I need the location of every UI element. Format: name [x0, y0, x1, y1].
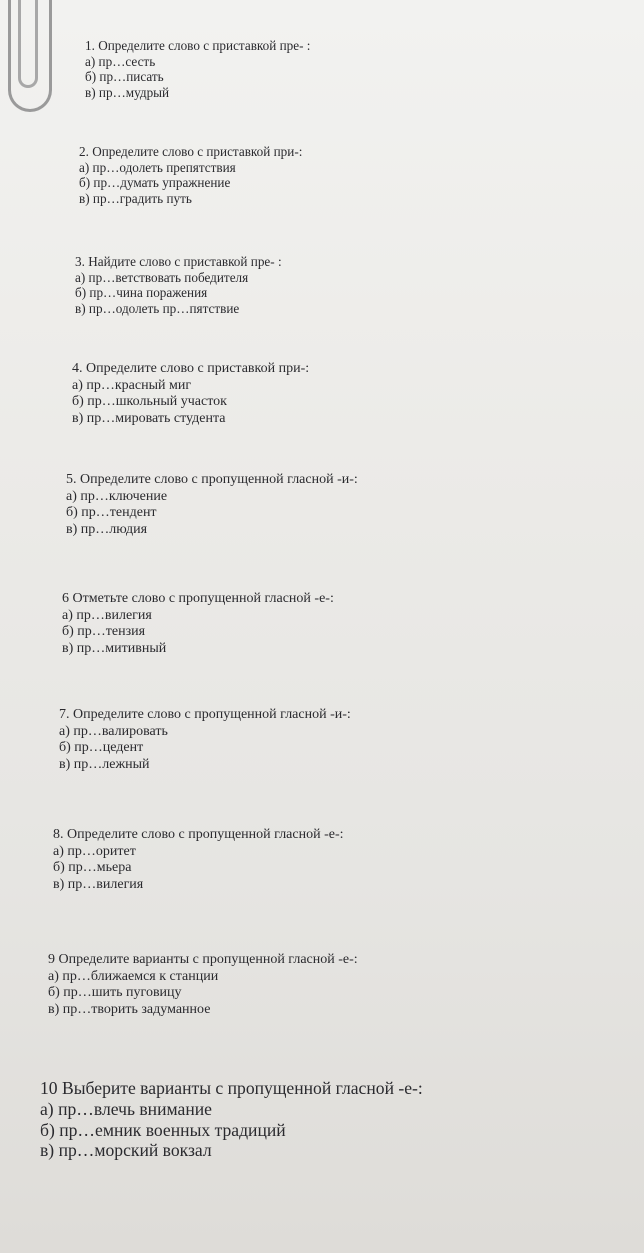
- question-3: [75, 254, 282, 316]
- option-b: б) пр…тензия: [62, 624, 146, 640]
- question-9: [48, 952, 358, 1018]
- question-7: [59, 707, 351, 773]
- option-c: в) пр…лежный: [59, 756, 150, 772]
- option-b: б) пр…чина поражения: [75, 285, 208, 301]
- option-a: а) пр…сесть: [85, 53, 156, 69]
- question-6: [62, 591, 334, 657]
- option-c: в) пр…морский вокзал: [40, 1140, 212, 1161]
- option-b: б) пр…писать: [85, 69, 164, 85]
- option-c: в) пр…митивный: [62, 640, 167, 656]
- option-a: а) пр…влечь внимание: [40, 1098, 212, 1119]
- option-a: а) пр…ключение: [66, 488, 168, 504]
- option-c: в) пр…мировать студента: [72, 410, 226, 426]
- option-b: б) пр…школьный участок: [72, 394, 227, 410]
- option-b: б) пр…думать упражнение: [79, 175, 231, 191]
- question-8: [53, 827, 344, 893]
- question-title: 9 Определите варианты с пропущенной гласной -е-:: [48, 952, 358, 967]
- option-c: в) пр…творить задуманное: [48, 1001, 211, 1017]
- question-title: 6 Отметьте слово с пропущенной гласной -е-:: [62, 591, 334, 606]
- option-b: б) пр…тендент: [66, 505, 157, 521]
- paper-clip-inner-icon: [18, 0, 38, 88]
- question-title: 8. Определите слово с пропущенной гласной -е-:: [53, 827, 344, 842]
- option-b: б) пр…емник военных традиций: [40, 1119, 286, 1140]
- question-2: [79, 144, 302, 206]
- question-title: 5. Определите слово с пропущенной гласной -и-:: [66, 472, 358, 487]
- option-a: а) пр…вилегия: [62, 607, 152, 623]
- option-c: в) пр…градить путь: [79, 190, 192, 206]
- option-c: в) пр…людия: [66, 521, 148, 537]
- question-title: 4. Определите слово с приставкой при-:: [72, 361, 310, 376]
- option-a: а) пр…красный миг: [72, 377, 192, 393]
- question-title: 3. Найдите слово с приставкой пре- :: [75, 254, 282, 269]
- option-a: а) пр…одолеть препятствия: [79, 159, 236, 175]
- option-a: а) пр…оритет: [53, 843, 136, 859]
- question-title: 1. Определите слово с приставкой пре- :: [85, 38, 311, 53]
- option-a: а) пр…валировать: [59, 723, 168, 739]
- option-b: б) пр…цедент: [59, 740, 144, 756]
- option-a: а) пр…ближаемся к станции: [48, 968, 219, 984]
- option-a: а) пр…ветствовать победителя: [75, 269, 249, 285]
- option-b: б) пр…мьера: [53, 860, 132, 876]
- question-10: [40, 1078, 423, 1161]
- option-c: в) пр…вилегия: [53, 876, 144, 892]
- question-title: 7. Определите слово с пропущенной гласной -и-:: [59, 707, 351, 722]
- question-title: 2. Определите слово с приставкой при-:: [79, 144, 303, 159]
- question-1: [85, 38, 310, 100]
- question-4: [72, 361, 309, 427]
- option-c: в) пр…одолеть пр…пятствие: [75, 300, 240, 316]
- option-b: б) пр…шить пуговицу: [48, 985, 182, 1001]
- option-c: в) пр…мудрый: [85, 84, 170, 100]
- question-title: 10 Выберите варианты с пропущенной гласной -е-:: [40, 1078, 423, 1098]
- question-5: [66, 472, 358, 538]
